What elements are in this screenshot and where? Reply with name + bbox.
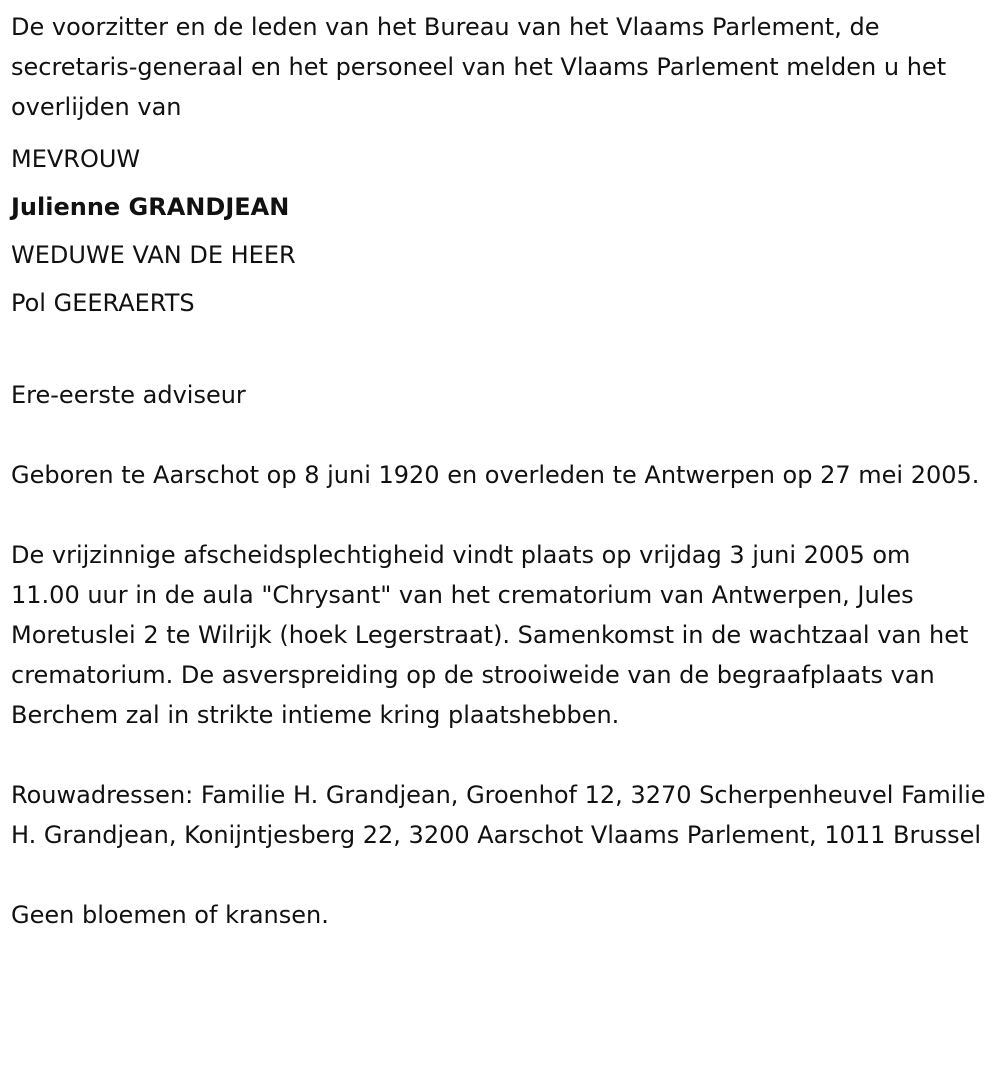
intro-paragraph: De voorzitter en de leden van het Bureau van het Vlaams Parlement, de secretaris-generaal en het personeel van het Vlaams Parlement melden u het overlijden van xyxy=(11,13,947,121)
ceremony-paragraph: De vrijzinnige afscheidsplechtigheid vindt plaats op vrijdag 3 juni 2005 om 11.00 uur in de aula "Chrysant" van het crematorium van Antwerpen, Jules Moretuslei 2 te Wilrijk (hoek Legerstraat). Samenkomst in de wachtzaal van het crematorium. De asverspreiding op de strooiweide van de begraafplaats van Berchem zal in strikte intieme kring plaatshebben. xyxy=(11,541,969,729)
birth-death-paragraph: Geboren te Aarschot op 8 juni 1920 en overleden te Antwerpen op 27 mei 2005. xyxy=(11,461,980,489)
honorific: MEVROUW xyxy=(11,145,141,173)
spouse-name: Pol GEERAERTS xyxy=(11,289,195,317)
relation-line: WEDUWE VAN DE HEER xyxy=(11,241,296,269)
closing-line: Geen bloemen of kransen. xyxy=(11,901,329,929)
deceased-name: Julienne GRANDJEAN xyxy=(11,193,290,221)
addresses-paragraph: Rouwadressen: Familie H. Grandjean, Groenhof 12, 3270 Scherpenheuvel Familie H. Grandjean, Konijntjesberg 22, 3200 Aarschot Vlaams Parlement, 1011 Brussel xyxy=(11,781,986,849)
deceased-title: Ere-eerste adviseur xyxy=(11,381,246,409)
obituary-document xyxy=(11,7,986,935)
